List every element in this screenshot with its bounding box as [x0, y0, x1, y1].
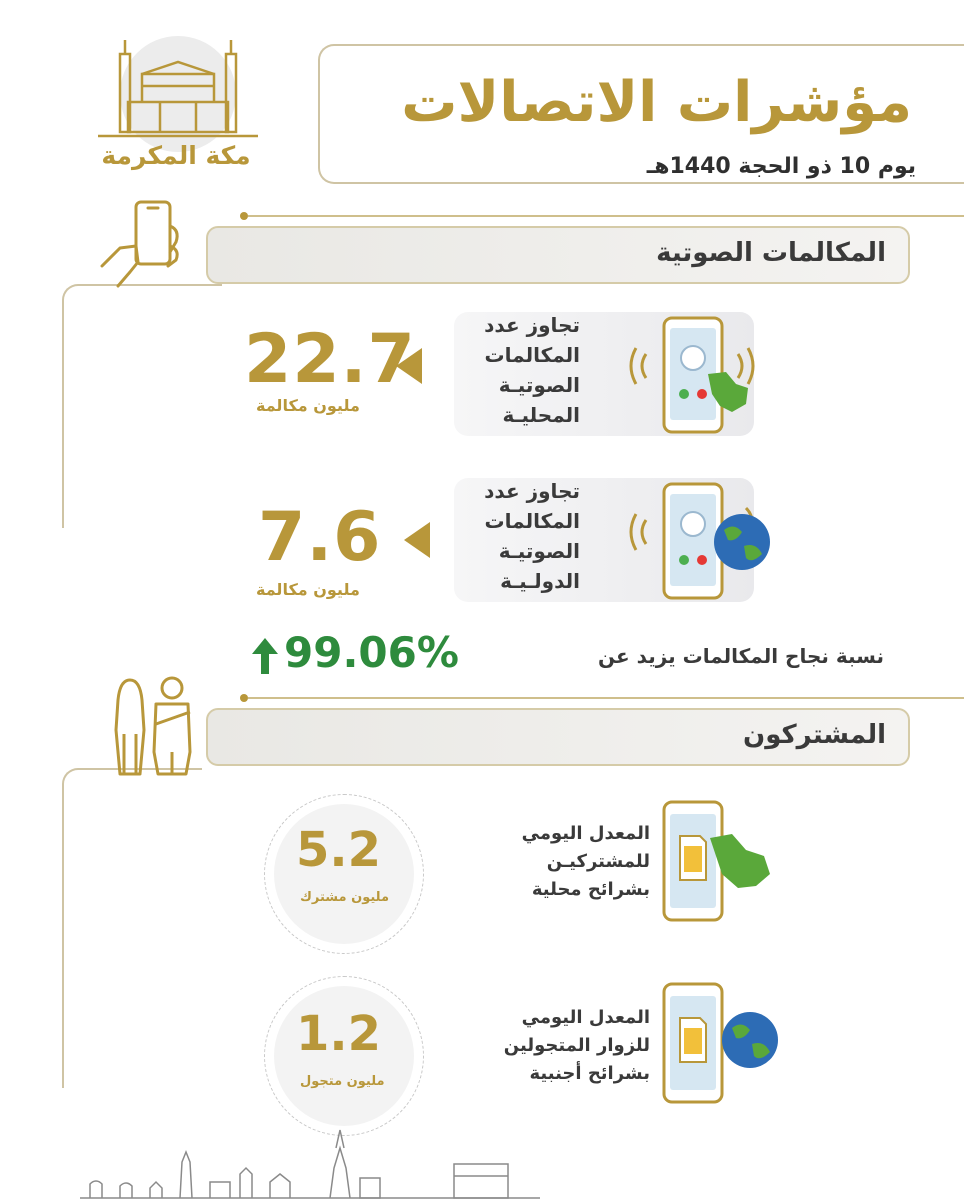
skyline-icon [80, 1128, 540, 1200]
local-subs-unit: مليون مشترك [300, 890, 390, 905]
success-rate-value: 99.06% [284, 628, 459, 677]
roaming-subs-text: المعدل اليومي للزوار المتجولين بشرائح أجنبية [503, 1007, 650, 1084]
up-arrow-icon [250, 636, 280, 676]
local-calls-value: 22.7 [244, 320, 416, 399]
section-divider [248, 215, 964, 217]
globe-icon [722, 1012, 778, 1068]
section-bracket [62, 768, 202, 1088]
sim-phone-icon [660, 798, 784, 924]
pointer-arrow-icon [400, 520, 432, 560]
pilgrims-icon [100, 674, 200, 778]
local-subs-text: المعدل اليومي للمشتركيـن بشرائح محلية [521, 823, 650, 900]
page-title: مؤشرات الاتصالات [401, 70, 912, 135]
intl-calls-value: 7.6 [258, 498, 382, 577]
date-subtitle: يوم 10 ذو الحجة 1440هـ [646, 154, 916, 179]
phone-call-icon [624, 480, 774, 602]
section-dot [240, 694, 248, 702]
section-dot [240, 212, 248, 220]
roaming-subs-value: 1.2 [296, 1006, 382, 1062]
subscribers-title: المشتركون [743, 720, 886, 750]
city-label: مكة المكرمة [101, 141, 251, 170]
hand-phone-icon [96, 196, 192, 292]
section-bracket [62, 284, 222, 528]
local-calls-unit: مليون مكالمة [256, 396, 360, 415]
section-divider [248, 697, 964, 699]
success-rate-label: نسبة نجاح المكالمات يزيد عن [598, 644, 884, 668]
intl-calls-unit: مليون مكالمة [256, 580, 360, 599]
sim-phone-icon [660, 980, 784, 1106]
phone-call-icon [624, 314, 760, 436]
intl-calls-text: تجاوز عدد المكالمات الصوتيـة الدولـيـة [484, 479, 580, 593]
roaming-subs-unit: مليون متجول [300, 1074, 385, 1089]
local-calls-text: تجاوز عدد المكالمات الصوتيـة المحليـة [484, 313, 580, 427]
voice-calls-title: المكالمات الصوتية [656, 238, 886, 268]
globe-icon [714, 514, 770, 570]
local-subs-value: 5.2 [296, 822, 382, 878]
